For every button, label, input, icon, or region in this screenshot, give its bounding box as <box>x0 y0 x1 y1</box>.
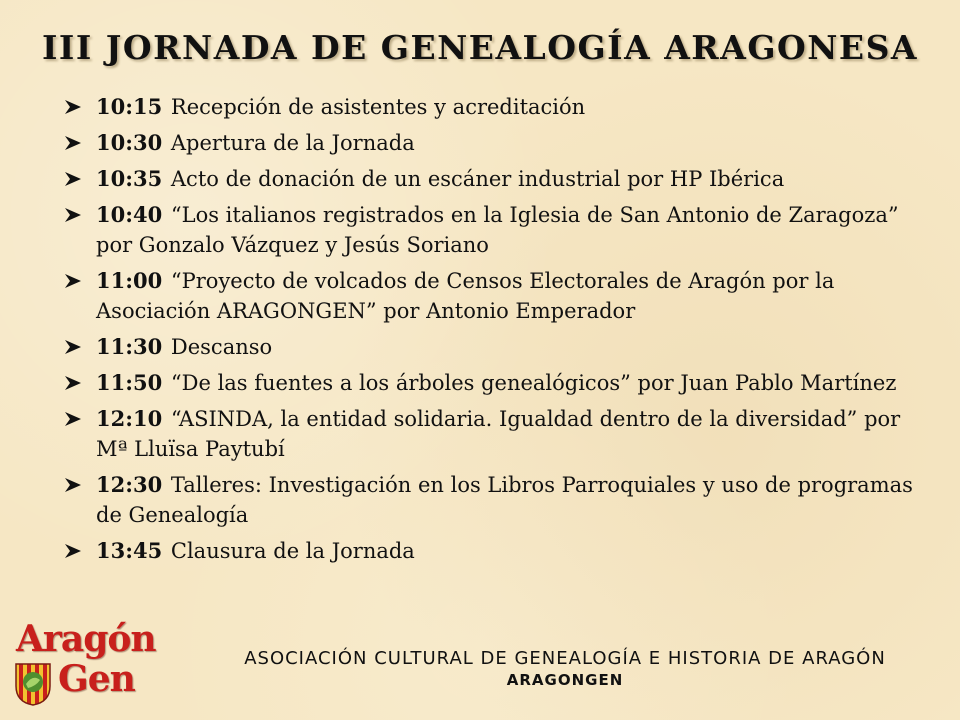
agenda-item <box>62 200 922 260</box>
logo-line-1: Aragón <box>16 618 156 660</box>
agenda-time: 13:45 <box>96 538 163 563</box>
arrow-bullet-icon <box>62 404 84 434</box>
agenda-time: 11:30 <box>96 334 163 359</box>
agenda-text: “ASINDA, la entidad solidaria. Igualdad dentro de la diversidad” por Mª Lluïsa Paytubí <box>96 407 901 461</box>
agenda-list <box>62 92 922 572</box>
agenda-item <box>62 536 922 566</box>
agenda-time: 12:10 <box>96 406 163 431</box>
logo-line-2: Gen <box>58 658 135 700</box>
agenda-item <box>62 404 922 464</box>
agenda-item <box>62 266 922 326</box>
agenda-text: Recepción de asistentes y acreditación <box>170 95 586 119</box>
agenda-text: Acto de donación de un escáner industrial por HP Ibérica <box>170 167 785 191</box>
agenda-text: Talleres: Investigación en los Libros Parroquiales y uso de programas de Genealogía <box>96 473 913 527</box>
agenda-time: 10:15 <box>96 94 163 119</box>
arrow-bullet-icon <box>62 266 84 296</box>
agenda-text: “De las fuentes a los árboles genealógicos” por Juan Pablo Martínez <box>170 371 897 395</box>
agenda-time: 10:35 <box>96 166 163 191</box>
arrow-bullet-icon <box>62 164 84 194</box>
shield-icon <box>14 662 52 706</box>
arrow-bullet-icon <box>62 332 84 362</box>
footer <box>200 648 930 689</box>
agenda-item <box>62 128 922 158</box>
agenda-item <box>62 368 922 398</box>
agenda-text: “Los italianos registrados en la Iglesia de San Antonio de Zaragoza” por Gonzalo Vázquez y Jesús Soriano <box>96 203 899 257</box>
arrow-bullet-icon <box>62 200 84 230</box>
agenda-text: Clausura de la Jornada <box>170 539 415 563</box>
footer-organization: ASOCIACIÓN CULTURAL DE GENEALOGÍA E HISTORIA DE ARAGÓN <box>244 648 886 669</box>
arrow-bullet-icon <box>62 368 84 398</box>
aragongen-logo <box>14 620 174 710</box>
arrow-bullet-icon <box>62 470 84 500</box>
agenda-item <box>62 92 922 122</box>
agenda-text: “Proyecto de volcados de Censos Electorales de Aragón por la Asociación ARAGONGEN” por Antonio Emperador <box>96 269 835 323</box>
agenda-time: 11:50 <box>96 370 163 395</box>
agenda-text: Apertura de la Jornada <box>170 131 415 155</box>
agenda-item <box>62 164 922 194</box>
agenda-item <box>62 332 922 362</box>
arrow-bullet-icon <box>62 536 84 566</box>
agenda-time: 10:30 <box>96 130 163 155</box>
footer-short-name: ARAGONGEN <box>506 671 624 689</box>
agenda-time: 11:00 <box>96 268 163 293</box>
arrow-bullet-icon <box>62 92 84 122</box>
arrow-bullet-icon <box>62 128 84 158</box>
agenda-time: 10:40 <box>96 202 163 227</box>
agenda-item <box>62 470 922 530</box>
agenda-text: Descanso <box>170 335 273 359</box>
page-title: III JORNADA DE GENEALOGÍA ARAGONESA <box>41 28 919 67</box>
agenda-time: 12:30 <box>96 472 163 497</box>
